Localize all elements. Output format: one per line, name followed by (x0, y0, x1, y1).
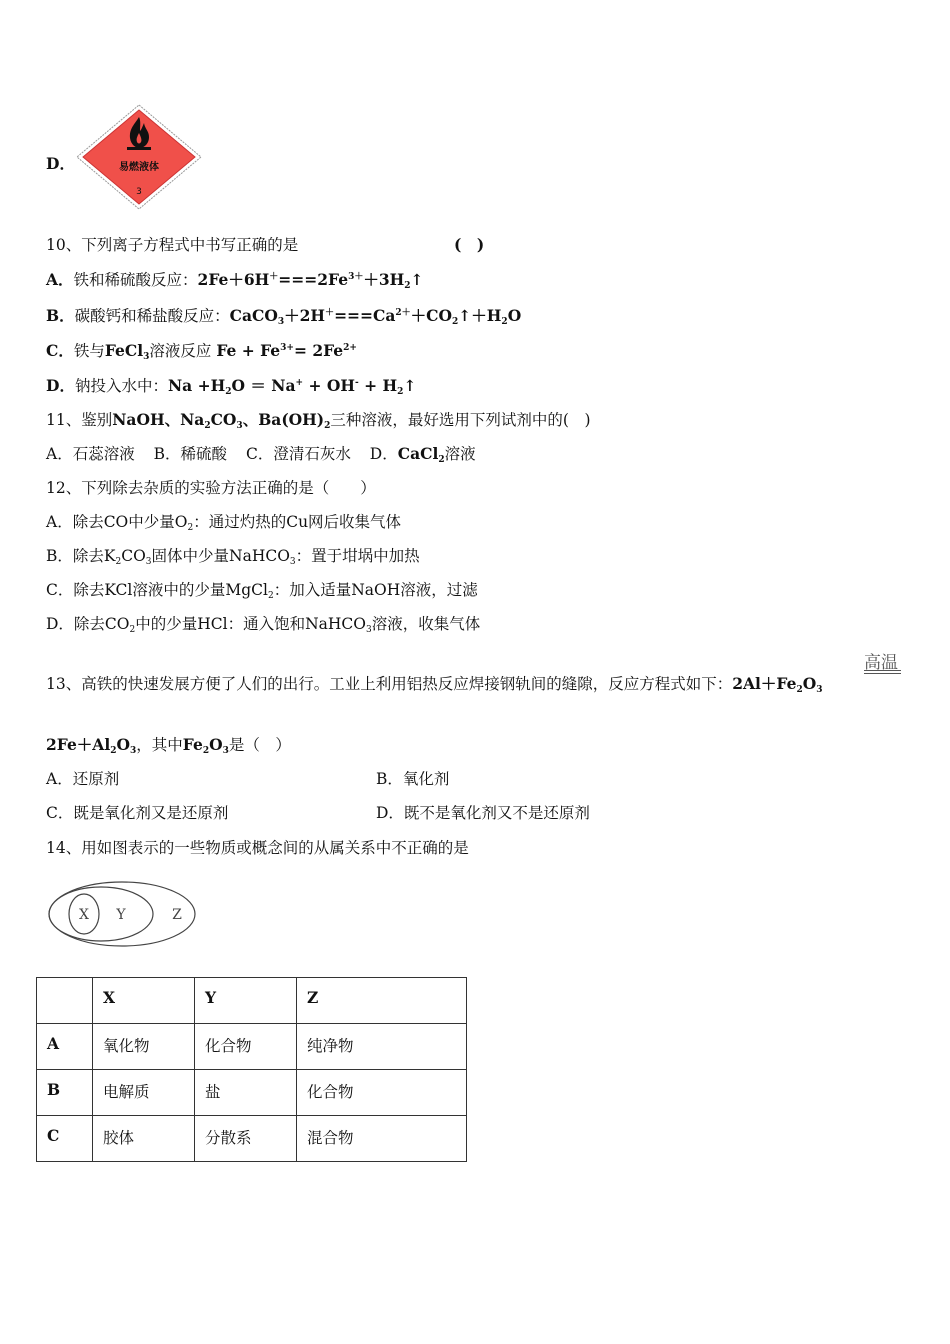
sign-number: 3 (136, 187, 142, 197)
table-cell: 化合物 (297, 1070, 467, 1116)
table-row (37, 1024, 467, 1070)
q12-stem: 12、下列除去杂质的实验方法正确的是（ ） (46, 479, 376, 497)
reaction-arrow-bar (864, 670, 901, 674)
venn-x-label: X (79, 907, 89, 923)
table-cell: Z (297, 978, 467, 1024)
venn-y-label: Y (116, 907, 126, 923)
q11-option-c: C．澄清石灰水 (245, 445, 351, 463)
table-cell: Y (195, 978, 297, 1024)
q10-stem: 10、下列离子方程式中书写正确的是 ( ) (46, 235, 485, 254)
table-cell: 化合物 (195, 1024, 297, 1070)
q13-option-b: B．氧化剂 (376, 770, 450, 788)
venn-y-ellipse (49, 887, 153, 941)
table-cell: 分散系 (195, 1116, 297, 1162)
table-row (37, 1070, 467, 1116)
q10-option-b: B．碳酸钙和稀盐酸反应：$CaCO_3+2H^+===Ca^{2+}+CO_2↑+H_2O$ (46, 306, 522, 327)
table-cell: 纯净物 (297, 1024, 467, 1070)
table-cell: A (37, 1024, 93, 1070)
table-cell: 混合物 (297, 1116, 467, 1162)
q11-stem: 11、鉴别NaOH、$Na_2CO_3$、$Ba(OH)_2$三种溶液，最好选用下列试剂中的( ) (46, 410, 591, 431)
q14-table (36, 977, 467, 1162)
table-cell: B (37, 1070, 93, 1116)
table-header-row (37, 978, 467, 1024)
table-cell: C (37, 1116, 93, 1162)
option-d-label: D． (46, 154, 75, 173)
q10-option-a: A．铁和稀硫酸反应：$2Fe+6H^+===2Fe^{3+}+3H_2↑$ (46, 270, 424, 291)
q11-options (46, 444, 476, 464)
sign-text: 易燃液体 (119, 162, 159, 173)
q11-option-a: A．石蕊溶液 (46, 445, 135, 463)
table-cell: 胶体 (93, 1116, 195, 1162)
q10-option-c: C．铁与FeCl$_3$溶液反应 $Fe + Fe^{3+}= 2Fe^{2+}$ (46, 341, 357, 362)
q12-option-d: D．除去$CO_2$中的少量HCl：通入饱和NaHCO$_3$溶液，收集气体 (46, 615, 481, 635)
q13-option-a: A．还原剂 (46, 770, 120, 788)
q12-option-b: B．除去$K_2CO_3$固体中少量NaHCO$_3$：置于坩埚中加热 (46, 547, 420, 567)
table-row (37, 1116, 467, 1162)
table-cell: 氧化物 (93, 1024, 195, 1070)
q14-stem: 14、用如图表示的一些物质或概念间的从属关系中不正确的是 (46, 839, 469, 857)
q13-stem: 13、高铁的快速发展方便了人们的出行。工业上利用铝热反应焊接钢轨间的缝隙，反应方程式如下：$2Al+Fe_2O_3$ (46, 674, 823, 695)
table-cell: 盐 (195, 1070, 297, 1116)
table-cell (37, 978, 93, 1024)
venn-diagram (46, 880, 198, 952)
q12-option-c: C．除去KCl溶液中的少量MgCl$_2$：加入适量NaOH溶液，过滤 (46, 581, 478, 601)
q12-option-a: A．除去CO中少量$O_2$：通过灼热的Cu网后收集气体 (46, 513, 402, 533)
venn-z-label: Z (172, 907, 182, 923)
q13-option-d: D．既不是氧化剂又不是还原剂 (376, 804, 590, 822)
q11-option-b: B．稀硫酸 (153, 445, 228, 463)
reaction-condition: 高温 (864, 653, 898, 673)
q13-stem-continued: $2Fe+Al_2O_3$，其中$Fe_2O_3$是（ ） (46, 735, 291, 756)
q10-blank: ( ) (454, 235, 485, 254)
flammable-liquid-sign (74, 103, 204, 211)
q13-option-c: C．既是氧化剂又是还原剂 (46, 804, 229, 822)
q10-option-d: D．钠投入水中：$Na +H_2O = Na^+ + OH^-$ + $H_2↑$ (46, 376, 417, 397)
table-cell: 电解质 (93, 1070, 195, 1116)
q11-option-d: D．CaCl$_2$溶液 (369, 444, 476, 465)
table-cell: X (93, 978, 195, 1024)
